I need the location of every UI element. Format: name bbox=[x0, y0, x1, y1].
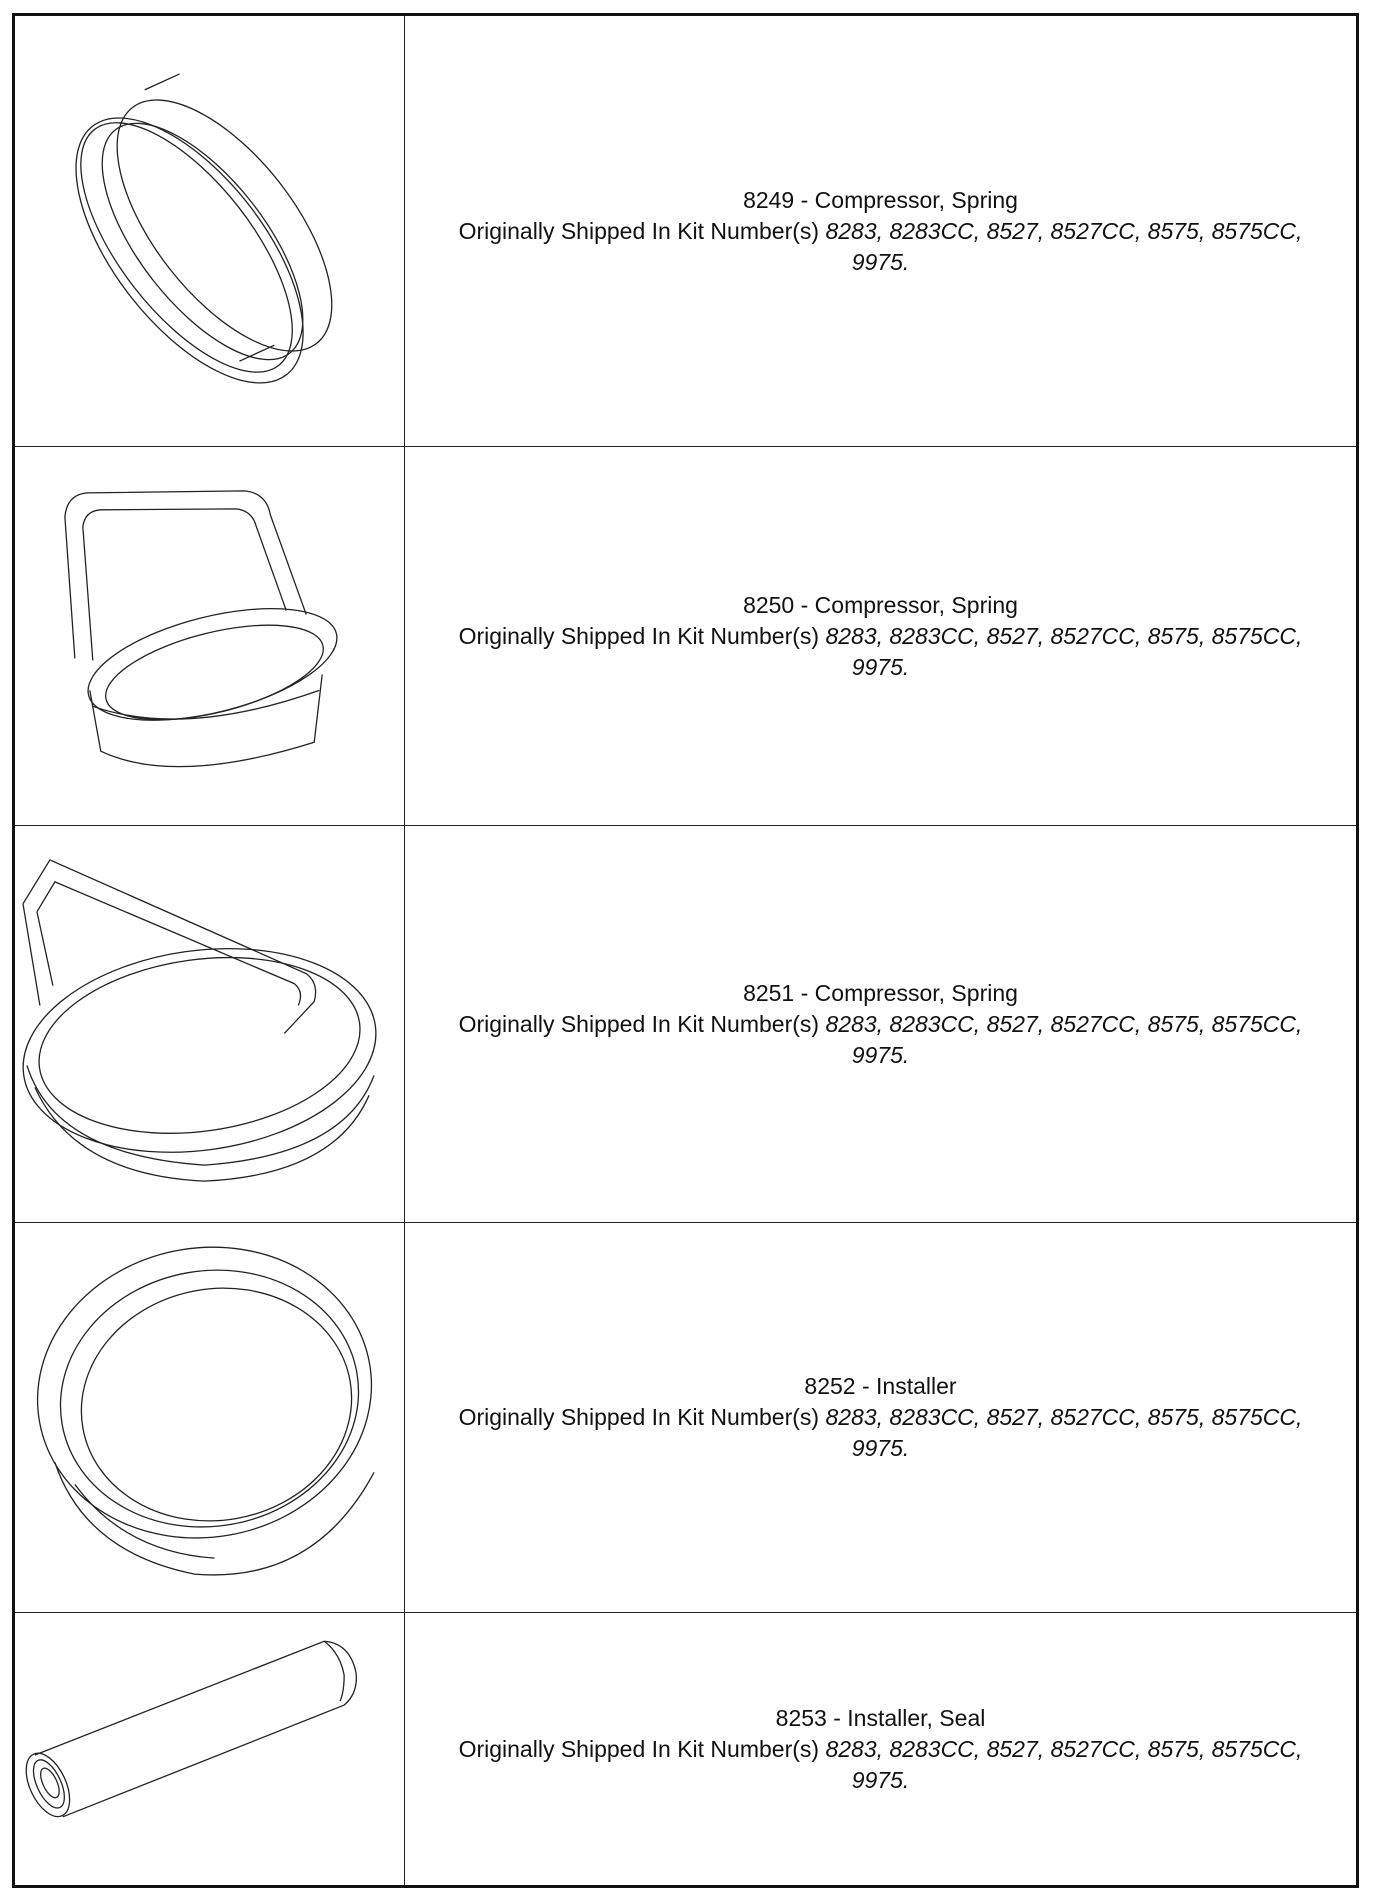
table-row bbox=[15, 826, 1356, 1223]
kit-numbers: 8283, 8283CC, 8527, 8527CC, 8575, 8575CC, 9975. bbox=[825, 1404, 1303, 1461]
kit-numbers: 8283, 8283CC, 8527, 8527CC, 8575, 8575CC, 9975. bbox=[825, 217, 1303, 275]
part-title: 8253 - Installer, Seal bbox=[775, 1704, 986, 1731]
part-description bbox=[405, 826, 1356, 1222]
parts-table bbox=[12, 13, 1359, 1888]
kit-label: Originally Shipped In Kit Number(s) bbox=[458, 622, 820, 649]
part-title: 8249 - Compressor, Spring bbox=[743, 186, 1018, 213]
part-title: 8250 - Compressor, Spring bbox=[743, 591, 1018, 618]
part-title: 8252 - Installer bbox=[804, 1373, 957, 1399]
wide-handled-compressor-icon bbox=[15, 826, 405, 1222]
table-row bbox=[15, 16, 1356, 447]
kit-numbers: 8283, 8283CC, 8527, 8527CC, 8575, 8575CC, 9975. bbox=[825, 1735, 1303, 1793]
kit-label: Originally Shipped In Kit Number(s) bbox=[458, 1010, 820, 1037]
table-row bbox=[15, 1223, 1356, 1613]
table-row bbox=[15, 1613, 1356, 1885]
part-description bbox=[405, 447, 1356, 825]
part-description bbox=[405, 1223, 1356, 1612]
ring-compressor-icon bbox=[15, 16, 405, 446]
part-title: 8251 - Compressor, Spring bbox=[743, 979, 1018, 1006]
table-row bbox=[15, 447, 1356, 826]
kit-label: Originally Shipped In Kit Number(s) bbox=[458, 1404, 820, 1430]
part-description bbox=[405, 16, 1356, 446]
installer-ring-icon bbox=[15, 1223, 405, 1612]
kit-label: Originally Shipped In Kit Number(s) bbox=[458, 1735, 820, 1762]
seal-installer-tube-icon bbox=[15, 1613, 405, 1885]
part-description bbox=[405, 1613, 1356, 1885]
handled-compressor-icon bbox=[15, 447, 405, 825]
kit-numbers: 8283, 8283CC, 8527, 8527CC, 8575, 8575CC, 9975. bbox=[825, 622, 1303, 680]
kit-numbers: 8283, 8283CC, 8527, 8527CC, 8575, 8575CC, 9975. bbox=[825, 1010, 1303, 1068]
kit-label: Originally Shipped In Kit Number(s) bbox=[458, 217, 820, 244]
